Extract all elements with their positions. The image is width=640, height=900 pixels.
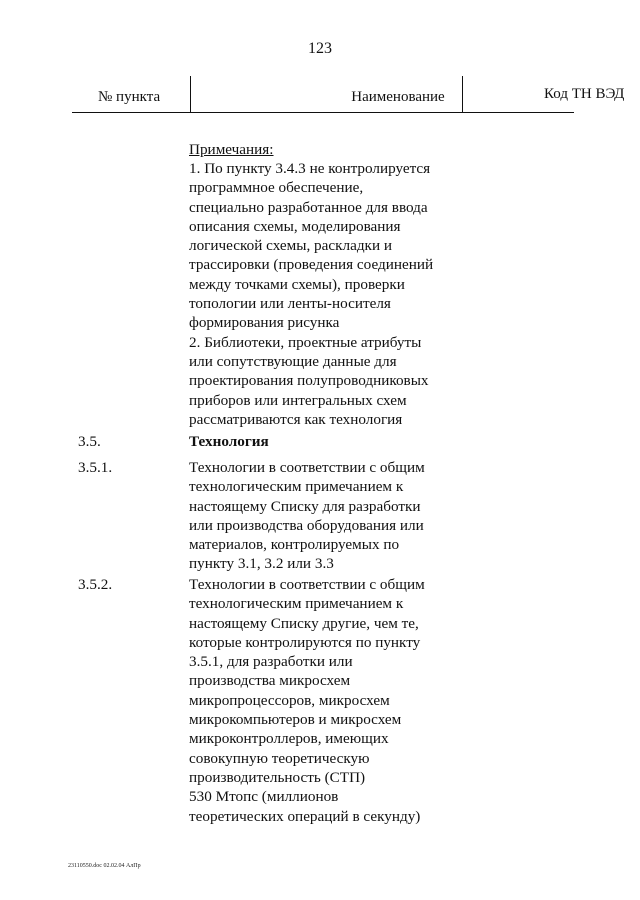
item-number: 3.5.2. bbox=[78, 576, 113, 593]
header-divider bbox=[462, 76, 463, 112]
item-text: Технологии в соответствии с общим технологическим примечанием к настоящему Списку для разработки или производства оборудования или материалов, контролируемых по пункту 3.1, 3.2 или 3.3 bbox=[189, 459, 425, 573]
item-number: 3.5.1. bbox=[78, 459, 113, 476]
footer-doc-id: 23110550.doc 02.02.04 АлПр bbox=[68, 863, 141, 869]
item-title: Технология bbox=[189, 433, 269, 450]
notes-text: 1. По пункту 3.4.3 не контролируется программное обеспечение, специально разработанное для ввода описания схемы, моделирования логической схемы, раскладки и трассировки (проведения соединений между точками схемы), проверки топологии или ленты-носителя формирования рисунка 2. Библиотеки, проектные атрибуты или сопутствующие данные для проектирования полупроводниковых приборов или интегральных схем рассматриваются как технология bbox=[189, 160, 434, 428]
notes-title: Примечания: bbox=[189, 141, 274, 158]
header-code: Код ТН ВЭД bbox=[544, 86, 625, 102]
header-divider bbox=[190, 76, 191, 112]
table-header bbox=[72, 84, 625, 113]
item-number: 3.5. bbox=[78, 433, 101, 450]
page-number: 123 bbox=[308, 40, 332, 57]
header-name: Наименование bbox=[351, 89, 445, 105]
header-item-number: № пункта bbox=[98, 89, 161, 105]
item-text: Технологии в соответствии с общим технологическим примечанием к настоящему Списку другие, чем те, которые контролируются по пункту 3.5.1, для разработки или производства микросхем микропроцессоров, микросхем микрокомпьютеров и микросхем микроконтроллеров, имеющих совокупную теоретическую производительность (СТП) 530 Мтопс (миллионов теоретических операций в секунду) bbox=[189, 576, 425, 825]
